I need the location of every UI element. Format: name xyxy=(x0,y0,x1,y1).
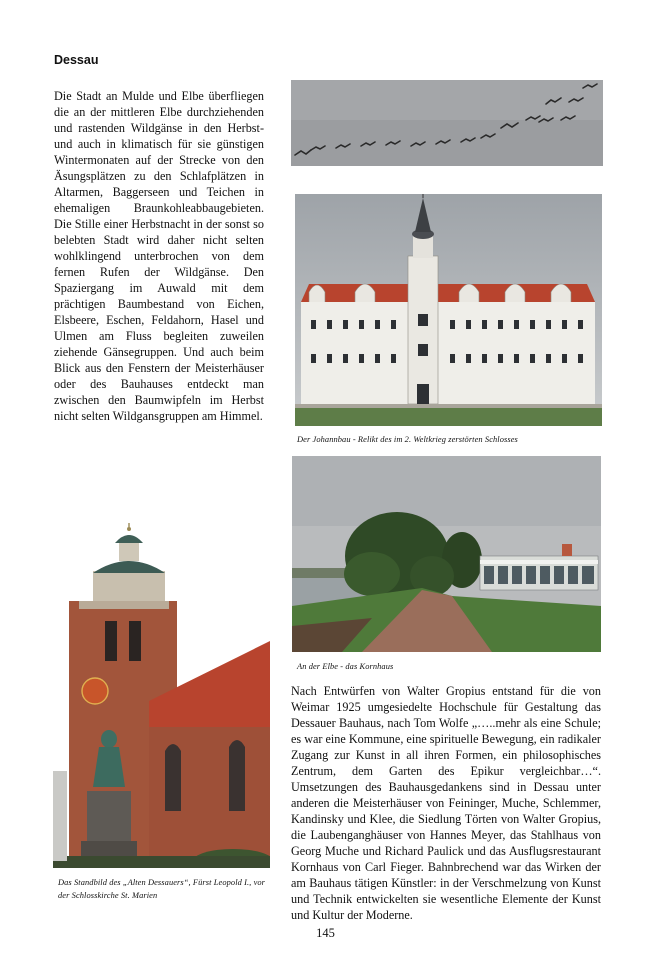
geese-photo xyxy=(291,80,603,166)
bauhaus-paragraph: Nach Entwürfen von Walter Gropius entstand für die von Weimar 1925 umgesiedelte Hochschule für Gestaltung das Dessauer Bauhaus, nach Tom Wolfe „…..mehr als eine Schule; es war eine Kommune, eine spirituelle Bewegung, ein radikaler Zugang zur Kunst in all ihren Formen, ein philosophisches Zentrum, dem Garten des Epikur vergleichbar…“. Umsetzungen des Bauhausgedankens sind in Dessau unter anderen die Meisterhäuser von Feininger, Muche, Schlemmer, Kandinsky und Klee, die Siedlung Törten von Walter Gropius, die Laubenganghäuser von Hannes Meyer, das Stahlhaus von Georg Muche und Richard Paulick und das Ausflugsrestaurant Kornhaus von Carl Fieger. Bahnbrechend war das Wirken der am Bauhaus tätigen Künstler: in der Verschmelzung von Kunst und Technik entwickelten sie wesentliche Elemente der Kunst und Kultur der Moderne. xyxy=(291,684,601,922)
kornhaus-caption: An der Elbe - das Kornhaus xyxy=(297,662,394,671)
standbild-caption: Das Standbild des „Alten Dessauers“, Fürst Leopold I., vor der Schlosskirche St. Marien xyxy=(58,878,266,900)
johannbau-caption: Der Johannbau - Relikt des im 2. Weltkrieg zerstörten Schlosses xyxy=(297,435,518,444)
intro-paragraph: Die Stadt an Mulde und Elbe überfliegen die an der mittleren Elbe durchziehenden und rastenden Wildgänse in den Herbst- und auch in klimatisch für sie günstigen Wintermonaten auf der Strecke von den Äsungsplätzen zu den Schlafplätzen in Altarmen, Baggerseen und Teichen in ehemaligen Braunkohleabbaugebieten. Die Stille einer Herbstnacht in der sonst so belebten Stadt wird daher nicht selten wohlklingend unterbrochen von dem fernen Rufen der Wildgänse. Den Spaziergang im Auwald mit dem prächtigen Baumbestand von Eichen, Elsbeere, Eschen, Feldahorn, Hasel und Ulmen am Fluss begleiten zuweilen ziehende Gänsegruppen. Und auch beim Blick aus den Fenstern der Meisterhäuser oder des Bauhauses entdeckt man zwischen den Baumwipfeln im Herbst nicht selten Wildgansgruppen am Himmel. xyxy=(54,89,264,423)
page-number: 145 xyxy=(316,926,335,940)
kornhaus-photo xyxy=(292,456,601,652)
johannbau-photo xyxy=(295,194,602,426)
marienkirche-photo xyxy=(53,521,270,868)
page-heading: Dessau xyxy=(54,53,99,67)
